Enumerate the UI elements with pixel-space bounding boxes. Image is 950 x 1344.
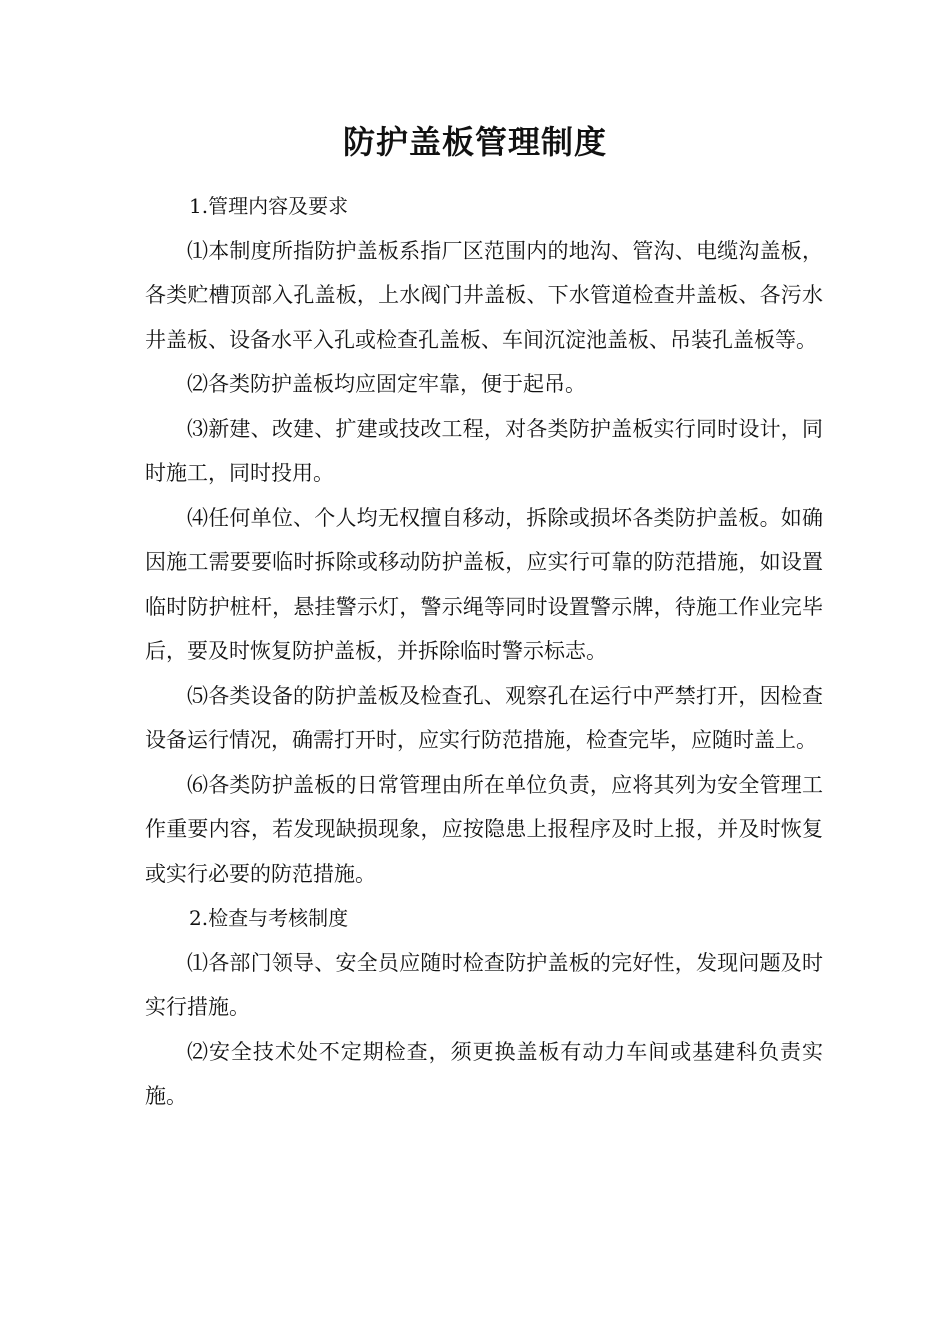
document-body bbox=[145, 184, 823, 1119]
section-heading: 2.检查与考核制度 bbox=[189, 906, 349, 930]
paragraph: ⑴各部门领导、安全员应随时检查防护盖板的完好性，发现问题及时实行措施。 bbox=[145, 950, 823, 1019]
page-title: 防护盖板管理制度 bbox=[342, 123, 607, 161]
paragraph: ⑸各类设备的防护盖板及检查孔、观察孔在运行中严禁打开，因检查设备运行情况，确需打开时，应实行防范措施，检查完毕，应随时盖上。 bbox=[145, 683, 823, 752]
paragraph: ⑹各类防护盖板的日常管理由所在单位负责，应将其列为安全管理工作重要内容，若发现缺损现象，应按隐患上报程序及时上报，并及时恢复或实行必要的防范措施。 bbox=[145, 772, 823, 886]
section-heading: 1.管理内容及要求 bbox=[189, 194, 349, 218]
paragraph: ⑴本制度所指防护盖板系指厂区范围内的地沟、管沟、电缆沟盖板，各类贮槽顶部入孔盖板，上水阀门井盖板、下水管道检查井盖板、各污水井盖板、设备水平入孔或检查孔盖板、车间沉淀池盖板、吊装孔盖板等。 bbox=[145, 238, 823, 352]
paragraph: ⑵安全技术处不定期检查，须更换盖板有动力车间或基建科负责实施。 bbox=[145, 1039, 823, 1108]
paragraph: ⑵各类防护盖板均应固定牢靠，便于起吊。 bbox=[187, 372, 586, 396]
paragraph: ⑶新建、改建、扩建或技改工程，对各类防护盖板实行同时设计，同时施工，同时投用。 bbox=[145, 416, 823, 485]
paragraph: ⑷任何单位、个人均无权擅自移动，拆除或损坏各类防护盖板。如确因施工需要要临时拆除或移动防护盖板，应实行可靠的防范措施，如设置临时防护桩杆，悬挂警示灯，警示绳等同时设置警示牌，待施工作业完毕后，要及时恢复防护盖板，并拆除临时警示标志。 bbox=[145, 505, 823, 663]
